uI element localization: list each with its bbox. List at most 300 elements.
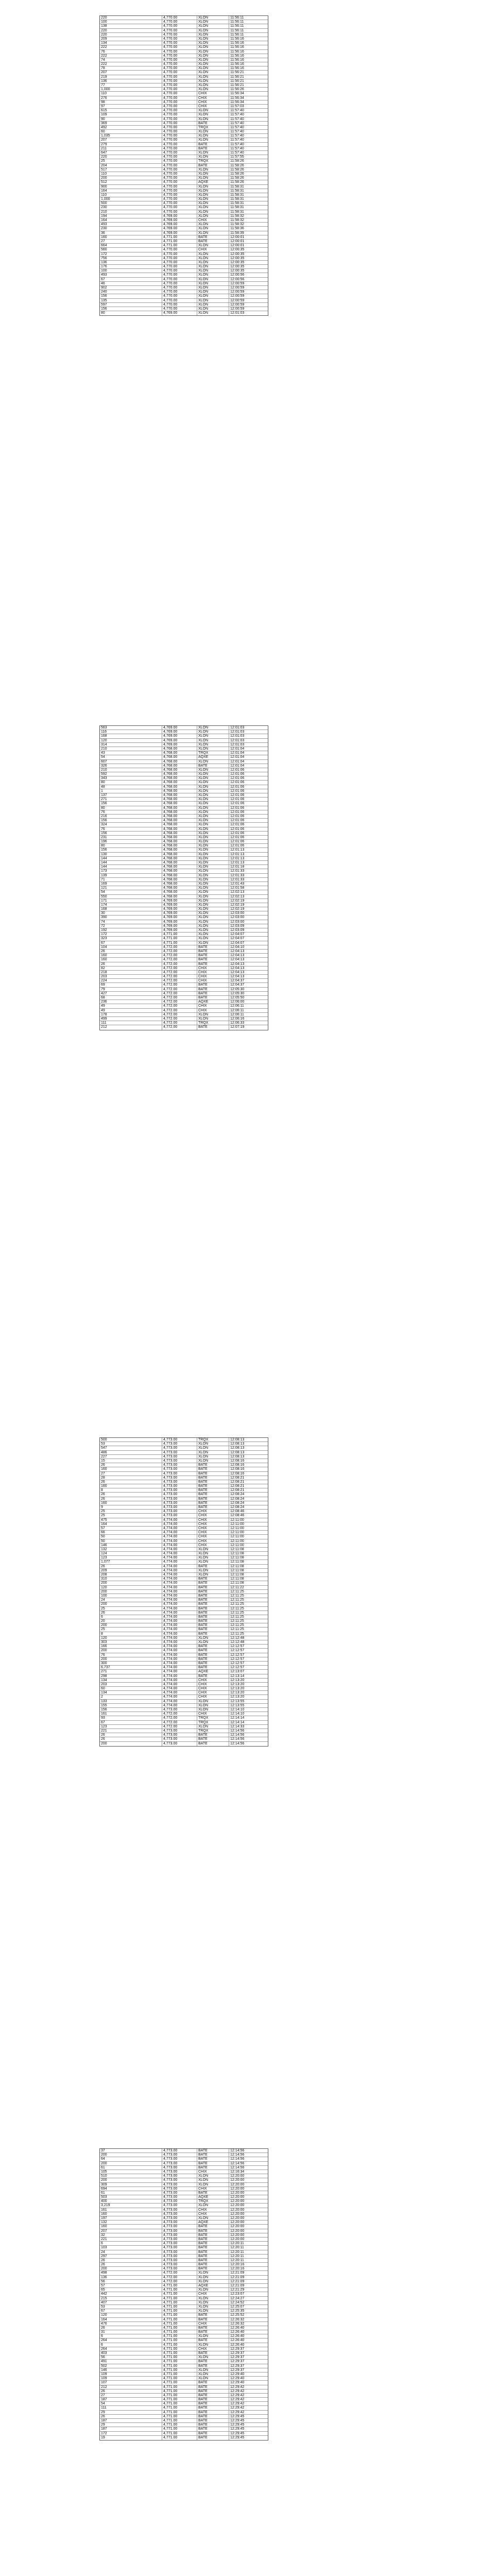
cell-qty: 26 [100, 1737, 162, 1741]
cell-time: 11:56:16 [230, 45, 244, 49]
cell-time: 12:08:16 [230, 1459, 245, 1463]
cell-exchange: XLON [197, 1552, 229, 1555]
cell-qty: 69 [100, 983, 162, 987]
cell-qty: 156 [100, 1708, 162, 1711]
cell-qty: 6 [100, 2242, 162, 2245]
table-row [100, 2381, 268, 2385]
cell-qty: 200 [100, 1590, 162, 1594]
cell-qty: 615 [100, 109, 162, 112]
cell-price: 4,774.00 [162, 1531, 197, 1534]
cell-exchange: CHIX [197, 1712, 229, 1716]
cell-exchange: XLON [197, 2368, 229, 2372]
cell-exchange: BATE [197, 2326, 229, 2330]
cell-exchange: BATE [197, 1653, 229, 1657]
table-row [100, 823, 268, 827]
cell-qty: 3,219 [100, 2204, 162, 2207]
table-row [100, 1017, 268, 1021]
cell-exchange: BATE [197, 2436, 229, 2440]
table-row [100, 2153, 268, 2157]
cell-qty: 26 [100, 2389, 162, 2393]
cell-qty: 510 [100, 2174, 162, 2178]
table-row [100, 2427, 268, 2431]
cell-qty: 207 [100, 71, 162, 74]
cell-exchange: BATE [197, 1666, 229, 1669]
cell-exchange: BATE [197, 1488, 229, 1492]
table-row [100, 113, 268, 117]
cell-qty: 137 [100, 793, 162, 797]
table-row [100, 71, 268, 75]
cell-time: 12:24:27 [230, 2296, 245, 2300]
cell-exchange: BATE [197, 1025, 229, 1029]
cell-price: 4,773.00 [162, 2153, 197, 2157]
cell-qty: 6 [100, 2334, 162, 2338]
cell-price: 4,772.00 [162, 996, 197, 999]
cell-time: 12:08:46 [230, 1510, 245, 1514]
cell-time: 12:20:00 [230, 2204, 245, 2208]
cell-exchange: XLON [197, 1017, 229, 1021]
cell-qty: 491 [100, 2360, 162, 2363]
cell-time: 12:20:11 [230, 2250, 244, 2254]
cell-exchange: XLON [197, 1442, 229, 1446]
table-row [100, 764, 268, 768]
cell-qty: 56 [100, 2355, 162, 2359]
cell-time: 12:20:11 [230, 2254, 244, 2258]
table-row [100, 2313, 268, 2317]
cell-time: 11:56:16 [230, 41, 244, 45]
cell-qty: 67 [100, 2309, 162, 2313]
cell-exchange: XLON [197, 2271, 229, 2275]
cell-time: 12:21:29 [230, 2288, 245, 2292]
cell-time: 11:56:34 [230, 92, 244, 96]
table-row [100, 1531, 268, 1535]
cell-price: 4,771.00 [162, 2411, 197, 2414]
cell-qty: 8 [100, 1488, 162, 1492]
cell-price: 4,773.00 [162, 1451, 197, 1454]
cell-exchange: XLON [197, 41, 229, 45]
cell-exchange: XLON [197, 874, 229, 877]
cell-qty: 442 [100, 2292, 162, 2296]
table-row [100, 117, 268, 122]
cell-qty: 500 [100, 1438, 162, 1442]
table-row [100, 789, 268, 793]
cell-price: 4,771.00 [162, 2347, 197, 2351]
cell-time: 12:29:37 [230, 2360, 245, 2364]
cell-time: 11:56:21 [230, 79, 244, 83]
cell-exchange: XLON [197, 739, 229, 742]
cell-time: 12:29:45 [230, 2419, 245, 2422]
cell-price: 4,771.00 [162, 2368, 197, 2372]
cell-qty: 49 [100, 1004, 162, 1008]
table-row [100, 2191, 268, 2195]
cell-exchange: XLON [197, 2343, 229, 2347]
cell-time: 12:21:09 [230, 2284, 245, 2287]
cell-exchange: XLON [197, 2178, 229, 2182]
cell-qty: 30 [100, 911, 162, 915]
cell-price: 4,771.00 [162, 2338, 197, 2342]
cell-exchange: BATE [197, 1674, 229, 1678]
cell-exchange: XLON [197, 231, 229, 235]
cell-exchange: XLON [197, 1573, 229, 1577]
cell-qty: 221 [100, 2238, 162, 2241]
cell-price: 4,770.00 [162, 138, 197, 142]
cell-qty: 6 [100, 1615, 162, 1619]
cell-price: 4,774.00 [162, 1581, 197, 1585]
cell-exchange: XLON [197, 278, 229, 281]
cell-time: 11:57:40 [230, 142, 244, 146]
cell-time: 12:11:25 [230, 1594, 244, 1598]
cell-exchange: CHIX [197, 2170, 229, 2174]
table-row [100, 916, 268, 920]
cell-qty: 26 [100, 2263, 162, 2266]
cell-exchange: XLON [197, 265, 229, 268]
cell-exchange: BATE [197, 988, 229, 991]
cell-price: 4,773.00 [162, 1708, 197, 1711]
table-row [100, 755, 268, 759]
cell-time: 12:01:33 [230, 877, 245, 882]
cell-time: 12:02:19 [230, 899, 245, 903]
cell-qty: 80 [100, 806, 162, 810]
cell-qty: 210 [100, 768, 162, 772]
table-row [100, 1514, 268, 1518]
cell-time: 12:20:00 [230, 2216, 245, 2220]
cell-exchange: XLON [197, 2301, 229, 2304]
cell-price: 4,772.00 [162, 945, 197, 949]
cell-exchange: BATE [197, 2157, 229, 2161]
table-row [100, 201, 268, 206]
cell-price: 4,773.00 [162, 2191, 197, 2195]
cell-exchange: BATE [197, 1472, 229, 1476]
cell-time: 12:11:25 [230, 1632, 244, 1636]
cell-qty: 26 [100, 1463, 162, 1467]
table-row [100, 1493, 268, 1497]
cell-qty: 227 [100, 1455, 162, 1459]
cell-time: 11:56:11 [230, 24, 244, 28]
cell-price: 4,774.00 [162, 1598, 197, 1602]
table-row [100, 20, 268, 24]
cell-qty: 77 [100, 83, 162, 87]
cell-time: 12:01:06 [230, 802, 245, 806]
cell-exchange: XLON [197, 130, 229, 133]
cell-price: 4,768.00 [162, 768, 197, 772]
cell-time: 12:01:04 [230, 755, 245, 759]
cell-price: 4,773.00 [162, 2183, 197, 2187]
cell-time: 12:20:00 [230, 2212, 245, 2216]
cell-price: 4,768.00 [162, 760, 197, 764]
table-row [100, 96, 268, 100]
cell-price: 4,768.00 [162, 844, 197, 848]
cell-time: 11:56:11 [230, 16, 244, 20]
cell-qty: 110 [100, 172, 162, 176]
table-row [100, 975, 268, 979]
cell-time: 12:01:06 [230, 823, 245, 827]
cell-qty: 67 [100, 941, 162, 945]
cell-time: 12:00:59 [230, 290, 245, 294]
cell-exchange: BATE [197, 1493, 229, 1496]
table-row [100, 2351, 268, 2355]
cell-qty: 76 [100, 50, 162, 54]
cell-time: 12:00:35 [230, 260, 245, 264]
cell-qty: 100 [100, 20, 162, 24]
cell-exchange: BATE [197, 1737, 229, 1741]
cell-exchange: BATE [197, 2338, 229, 2342]
cell-exchange: BATE [197, 2225, 229, 2228]
cell-exchange: BATE [197, 2313, 229, 2317]
cell-time: 12:00:35 [230, 252, 245, 256]
cell-price: 4,770.00 [162, 206, 197, 209]
cell-price: 4,769.00 [162, 231, 197, 235]
cell-qty: 36 [100, 231, 162, 235]
cell-exchange: XLON [197, 941, 229, 945]
cell-time: 11:58:31 [230, 193, 244, 197]
cell-time: 12:29:45 [230, 2414, 245, 2418]
table-row [100, 122, 268, 126]
table-row [100, 793, 268, 798]
table-row [100, 235, 268, 240]
table-row [100, 159, 268, 163]
cell-qty: 203 [100, 975, 162, 978]
cell-exchange: BATE [197, 2166, 229, 2170]
cell-exchange: XLON [197, 2204, 229, 2207]
table-row [100, 1649, 268, 1653]
cell-time: 12:29:42 [230, 2385, 245, 2389]
cell-exchange: AQXE [197, 2195, 229, 2199]
cell-price: 4,770.00 [162, 75, 197, 79]
cell-qty: 1,000 [100, 88, 162, 91]
cell-time: 12:12:57 [230, 1645, 245, 1649]
cell-exchange: CHIX [197, 1510, 229, 1513]
cell-exchange: CHIX [197, 2208, 229, 2212]
cell-time: 12:11:25 [230, 1615, 244, 1619]
cell-price: 4,771.00 [162, 2322, 197, 2326]
cell-time: 11:58:32 [230, 223, 244, 227]
cell-qty: 156 [100, 802, 162, 805]
cell-qty: 130 [100, 853, 162, 856]
cell-qty: 160 [100, 1467, 162, 1471]
cell-price: 4,770.00 [162, 269, 197, 273]
cell-exchange: AQXE [197, 2221, 229, 2224]
cell-price: 4,768.00 [162, 865, 197, 869]
cell-price: 4,769.00 [162, 311, 197, 315]
cell-price: 4,773.00 [162, 1463, 197, 1467]
cell-price: 4,768.00 [162, 785, 197, 789]
cell-qty: 28 [100, 1476, 162, 1480]
table-row [100, 1021, 268, 1025]
cell-time: 12:20:00 [230, 2187, 245, 2191]
cell-exchange: CHIX [197, 96, 229, 100]
cell-price: 4,774.00 [162, 1649, 197, 1652]
cell-qty: 326 [100, 764, 162, 768]
cell-exchange: BATE [197, 2402, 229, 2405]
cell-exchange: BATE [197, 2415, 229, 2418]
table-row [100, 1480, 268, 1484]
cell-time: 12:03:00 [230, 911, 245, 916]
table-row [100, 299, 268, 303]
cell-price: 4,774.00 [162, 1544, 197, 1547]
cell-time: 11:56:21 [230, 71, 244, 75]
cell-qty: 76 [100, 827, 162, 831]
cell-time: 12:26:32 [230, 2317, 245, 2321]
table-row [100, 751, 268, 755]
cell-time: 12:20:00 [230, 2195, 245, 2199]
table-row [100, 278, 268, 282]
cell-time: 12:12:57 [230, 1666, 245, 1670]
cell-qty: 200 [100, 2178, 162, 2182]
table-row [100, 45, 268, 49]
cell-time: 12:20:00 [230, 2174, 245, 2178]
cell-time: 12:14:56 [230, 2165, 245, 2170]
cell-qty: 279 [100, 143, 162, 146]
table-row [100, 865, 268, 869]
cell-time: 12:02:19 [230, 903, 245, 907]
table-row [100, 290, 268, 294]
table-row [100, 2284, 268, 2288]
cell-exchange: XLON [197, 155, 229, 159]
cell-exchange: XLON [197, 75, 229, 79]
cell-qty: 210 [100, 210, 162, 214]
cell-qty: 6,737 [100, 1666, 162, 1669]
cell-price: 4,769.00 [162, 911, 197, 915]
cell-time: 11:57:40 [230, 134, 244, 138]
cell-exchange: BATE [197, 983, 229, 987]
cell-price: 4,774.00 [162, 1704, 197, 1707]
table-row [100, 1683, 268, 1687]
cell-qty: 26 [100, 1733, 162, 1737]
cell-time: 11:56:16 [230, 62, 244, 66]
cell-qty: 176 [100, 265, 162, 268]
cell-time: 12:04:10 [230, 945, 245, 949]
table-row [100, 147, 268, 151]
cell-time: 12:01:03 [230, 730, 245, 734]
cell-exchange: BATE [197, 2259, 229, 2262]
cell-time: 12:26:40 [230, 2343, 245, 2347]
cell-time: 12:04:13 [230, 970, 245, 974]
cell-price: 4,768.00 [162, 798, 197, 801]
table-row [100, 962, 268, 967]
cell-qty: 164 [100, 2318, 162, 2321]
cell-exchange: BATE [197, 2432, 229, 2435]
cell-exchange: XLON [197, 45, 229, 49]
cell-time: 12:01:06 [230, 776, 245, 781]
table-row [100, 2212, 268, 2216]
cell-time: 12:02:13 [230, 890, 245, 894]
cell-time: 12:08:24 [230, 1505, 245, 1509]
table-row [100, 2377, 268, 2381]
cell-qty: 502 [100, 2364, 162, 2368]
table-row [100, 1615, 268, 1619]
table-row [100, 100, 268, 105]
cell-price: 4,768.00 [162, 874, 197, 877]
table-row [100, 1725, 268, 1729]
cell-price: 4,771.00 [162, 2355, 197, 2359]
cell-time: 12:11:08 [230, 1564, 244, 1568]
cell-qty: 208 [100, 1573, 162, 1577]
cell-price: 4,774.00 [162, 1527, 197, 1530]
cell-time: 11:58:26 [230, 159, 244, 163]
cell-qty: 25 [100, 1607, 162, 1611]
cell-exchange: XLON [197, 853, 229, 856]
trade-table-3 [99, 1437, 268, 1747]
cell-price: 4,770.00 [162, 164, 197, 167]
cell-exchange: XLON [197, 286, 229, 290]
cell-qty: 100 [100, 269, 162, 273]
cell-exchange: XLON [197, 1548, 229, 1551]
cell-qty: 64 [100, 2157, 162, 2161]
cell-qty: 120 [100, 739, 162, 742]
cell-qty: 503 [100, 2195, 162, 2199]
table-row [100, 1522, 268, 1527]
cell-qty: 310 [100, 1577, 162, 1581]
cell-qty: 105 [100, 2170, 162, 2174]
cell-price: 4,773.00 [162, 1484, 197, 1488]
cell-exchange: AQXE [197, 755, 229, 759]
table-row [100, 1632, 268, 1636]
cell-price: 4,773.00 [162, 2259, 197, 2262]
cell-price: 4,768.00 [162, 886, 197, 890]
cell-time: 12:06:33 [230, 1021, 245, 1025]
table-row [100, 155, 268, 159]
table-row [100, 193, 268, 197]
cell-qty: 65 [100, 2288, 162, 2292]
cell-qty: 76 [100, 1653, 162, 1657]
table-row [100, 218, 268, 223]
table-row [100, 1581, 268, 1585]
cell-exchange: XLON [197, 307, 229, 311]
cell-exchange: BATE [197, 2381, 229, 2384]
cell-price: 4,769.00 [162, 903, 197, 907]
cell-price: 4,770.00 [162, 210, 197, 214]
cell-exchange: XLON [197, 836, 229, 839]
cell-exchange: CHIX [197, 979, 229, 982]
cell-price: 4,774.00 [162, 1535, 197, 1538]
cell-price: 4,774.00 [162, 1666, 197, 1669]
cell-price: 4,770.00 [162, 294, 197, 298]
cell-exchange: XLON [197, 2183, 229, 2187]
cell-price: 4,771.00 [162, 2364, 197, 2368]
table-row [100, 75, 268, 79]
cell-price: 4,774.00 [162, 1552, 197, 1555]
cell-time: 12:04:13 [230, 962, 245, 966]
cell-price: 4,773.00 [162, 1467, 197, 1471]
cell-qty: 54 [100, 2402, 162, 2405]
cell-exchange: CHIX [197, 1009, 229, 1012]
cell-qty: 79 [100, 988, 162, 991]
cell-qty: 592 [100, 772, 162, 776]
cell-exchange: BATE [197, 1594, 229, 1598]
cell-time: 12:20:16 [230, 2267, 245, 2271]
cell-exchange: BATE [197, 2330, 229, 2334]
cell-exchange: XLON [197, 823, 229, 826]
cell-time: 12:12:57 [230, 1649, 245, 1653]
cell-price: 4,768.00 [162, 806, 197, 810]
cell-price: 4,773.00 [162, 1442, 197, 1446]
cell-price: 4,774.00 [162, 1602, 197, 1606]
cell-qty: 116 [100, 730, 162, 734]
table-row [100, 2423, 268, 2427]
table-row [100, 2419, 268, 2423]
cell-qty: 134 [100, 41, 162, 45]
cell-price: 4,774.00 [162, 1687, 197, 1690]
cell-qty: 48 [100, 785, 162, 789]
cell-time: 12:06:11 [230, 1012, 244, 1016]
cell-exchange: CHIX [197, 248, 229, 251]
cell-exchange: XLON [197, 810, 229, 814]
table-row [100, 2385, 268, 2389]
cell-price: 4,773.00 [162, 2212, 197, 2216]
cell-exchange: XLON [197, 2305, 229, 2309]
cell-price: 4,770.00 [162, 126, 197, 129]
cell-price: 4,768.00 [162, 882, 197, 886]
cell-qty: 499 [100, 1017, 162, 1021]
